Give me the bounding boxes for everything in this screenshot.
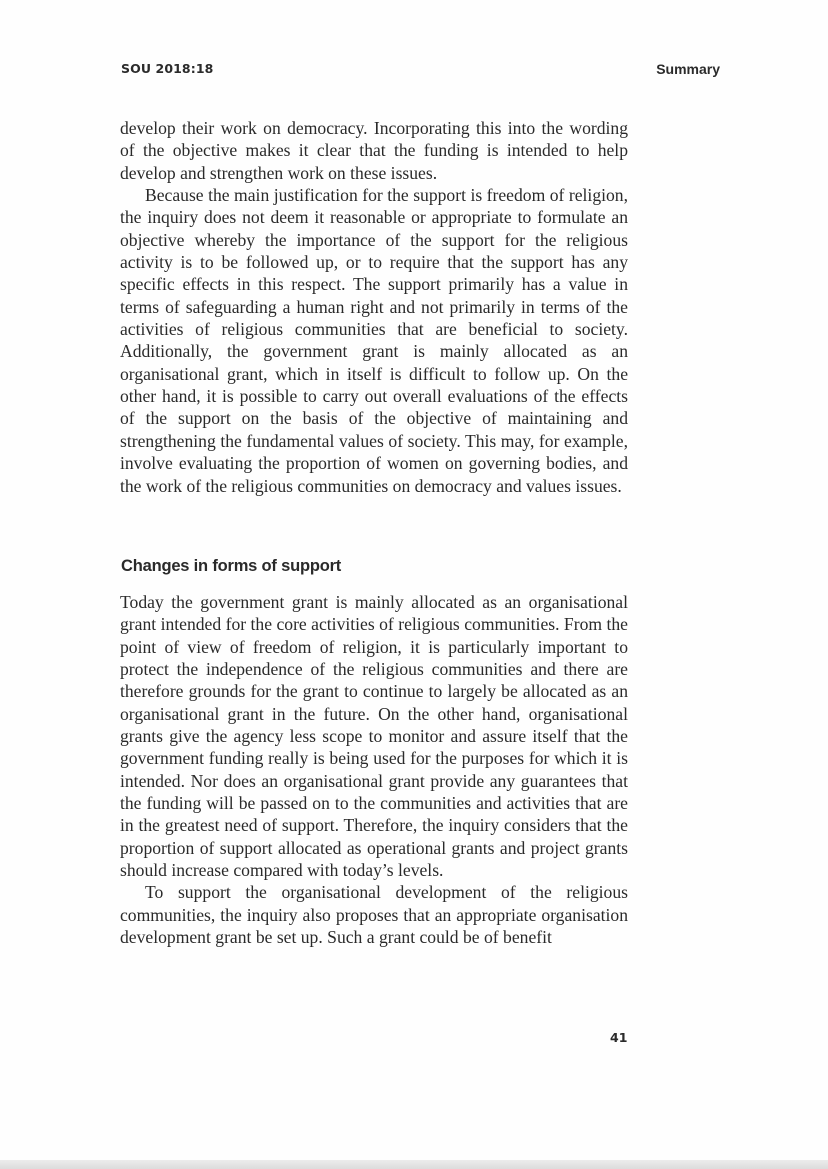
running-header-section: Summary [656,61,720,77]
paragraph: Because the main justification for the support is freedom of religion, the inquiry does not deem it reasonable or appropriate to formulate an objective whereby the importance of the support for the religious activity is to be followed up, or to require that the support has any specific effects in this respect. The support primarily has a value in terms of safeguarding a human right and not primarily in terms of the activities of religious communities that are beneficial to society. Additionally, the government grant is mainly allocated as an organisational grant, which in itself is difficult to follow up. On the other hand, it is possible to carry out overall evaluations of the effects of the support on the basis of the objective of maintaining and strengthening the fundamental values of society. This may, for example, involve evaluating the proportion of women on governing bodies, and the work of the religious communities on democracy and values issues. [120,185,628,496]
paragraph: develop their work on democracy. Incorporating this into the wording of the objective makes it clear that the funding is intended to help develop and strengthen work on these issues. [120,118,628,183]
text-block-1 [120,117,628,497]
section-heading: Changes in forms of support [121,557,342,575]
paragraph: Today the government grant is mainly allocated as an organisational grant intended for the core activities of religious communities. From the point of view of freedom of religion, it is particularly important to protect the independence of the religious communities and there are therefore grounds for the grant to continue to largely be allocated as an organisational grant in the future. On the other hand, organisational grants give the agency less scope to monitor and assure itself that the government funding really is being used for the purposes for which it is intended. Nor does an organisational grant provide any guarantees that the funding will be passed on to the communities and activities that are in the greatest need of support. Therefore, the inquiry considers that the proportion of support allocated as operational grants and project grants should increase compared with today’s levels. [120,592,628,881]
paragraph: To support the organisational development of the religious communities, the inquiry also proposes that an appropriate organisation development grant be set up. Such a grant could be of benefit [120,882,628,948]
text-block-2 [120,591,628,949]
running-header-report-id: SOU 2018:18 [121,61,214,76]
page-number: 41 [610,1030,628,1045]
page-bottom-edge [0,1160,828,1169]
